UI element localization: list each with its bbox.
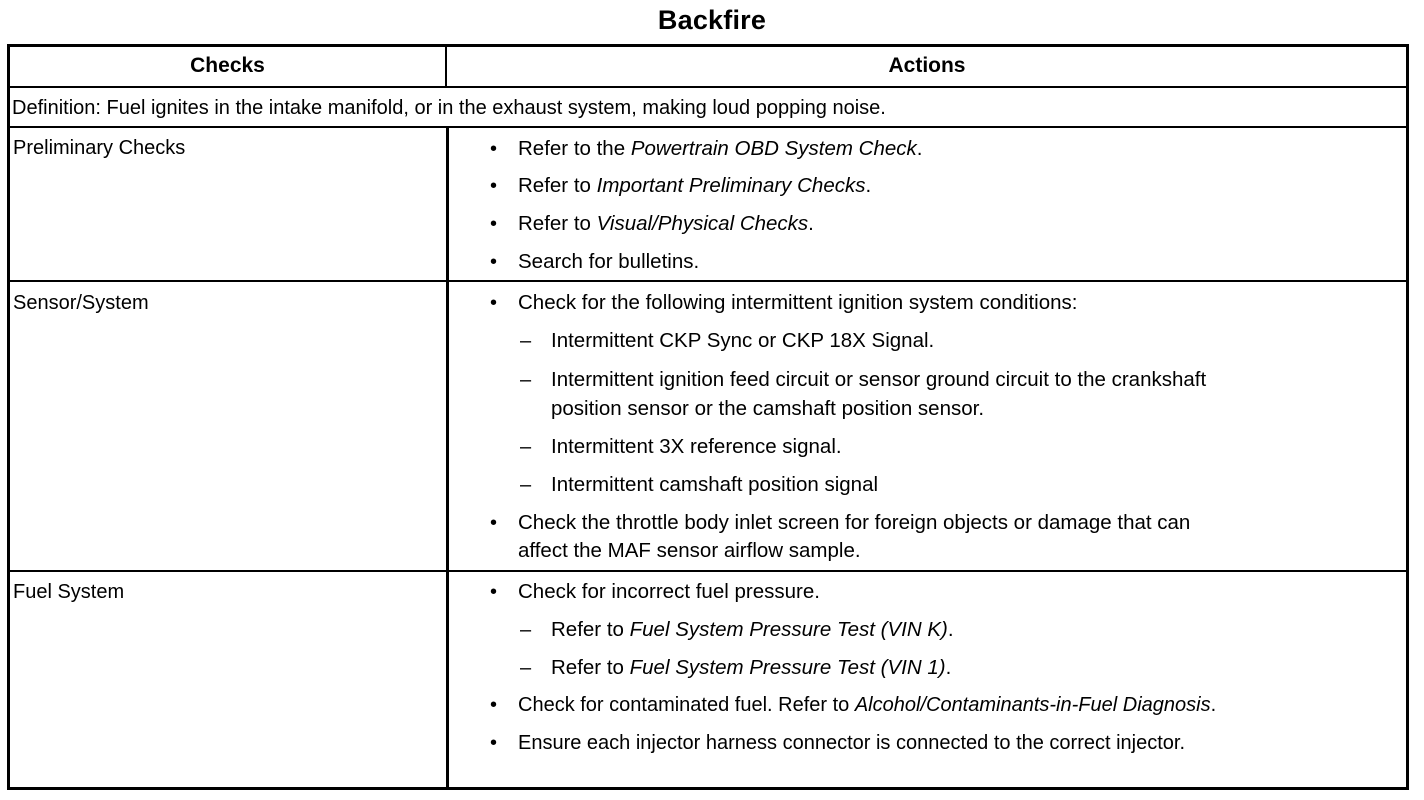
reference-link: Alcohol/Contaminants-in-Fuel Diagnosis [854,694,1211,716]
action-item: Ensure each injector harness connector is connected to the correct injector. [518,732,1186,754]
action-item: Check for contaminated fuel. Refer to Alcohol/Contaminants-in-Fuel Diagnosis. [518,694,1217,716]
action-subitem: Intermittent 3X reference signal. [551,435,842,458]
page-title: Backfire [657,5,767,35]
bullet-icon: • [490,175,498,197]
dash-icon: – [520,619,532,641]
action-item: Refer to Important Preliminary Checks. [518,174,872,197]
bullet-icon: • [490,213,498,235]
dash-icon: – [520,436,532,458]
column-divider [446,126,449,788]
bullet-icon: • [490,251,498,273]
bullet-icon: • [490,292,498,314]
action-subitem: Refer to Fuel System Pressure Test (VIN K). [551,618,954,641]
dash-icon: – [520,657,532,679]
definition-divider [10,126,1406,128]
action-subitem: Intermittent camshaft position signal [551,473,879,496]
reference-link: Fuel System Pressure Test (VIN 1) [629,656,946,679]
bullet-icon: • [490,512,498,534]
action-item: Search for bulletins. [518,250,700,273]
action-subitem-cont: position sensor or the camshaft position sensor. [551,397,985,420]
dash-icon: – [520,369,532,391]
row-divider-1 [10,280,1406,282]
check-preliminary: Preliminary Checks [13,137,186,159]
action-item: Refer to the Powertrain OBD System Check. [518,137,923,160]
bullet-icon: • [490,694,498,716]
action-item: Check for the following intermittent ignition system conditions: [518,291,1078,314]
definition-text: Definition: Fuel ignites in the intake manifold, or in the exhaust system, making loud popping noise. [12,97,886,119]
action-item-cont: affect the MAF sensor airflow sample. [518,539,861,562]
row-divider-2 [10,570,1406,572]
column-divider-top [445,46,447,88]
action-subitem: Intermittent CKP Sync or CKP 18X Signal. [551,329,935,352]
action-item: Check for incorrect fuel pressure. [518,580,820,603]
action-subitem: Intermittent ignition feed circuit or sensor ground circuit to the crankshaft [551,368,1207,391]
reference-link: Visual/Physical Checks [596,212,809,235]
check-fuel-system: Fuel System [13,581,125,603]
reference-link: Important Preliminary Checks [596,174,866,197]
action-item: Refer to Visual/Physical Checks. [518,212,814,235]
check-sensor-system: Sensor/System [13,292,149,314]
bullet-icon: • [490,732,498,754]
header-checks: Checks [190,54,265,77]
dash-icon: – [520,330,532,352]
bullet-icon: • [490,581,498,603]
header-actions: Actions [888,54,966,77]
action-item: Check the throttle body inlet screen for foreign objects or damage that can [518,511,1191,534]
bullet-icon: • [490,138,498,160]
header-divider [10,86,1406,88]
dash-icon: – [520,474,532,496]
action-subitem: Refer to Fuel System Pressure Test (VIN 1). [551,656,952,679]
reference-link: Fuel System Pressure Test (VIN K) [629,618,948,641]
reference-link: Powertrain OBD System Check [630,137,917,160]
